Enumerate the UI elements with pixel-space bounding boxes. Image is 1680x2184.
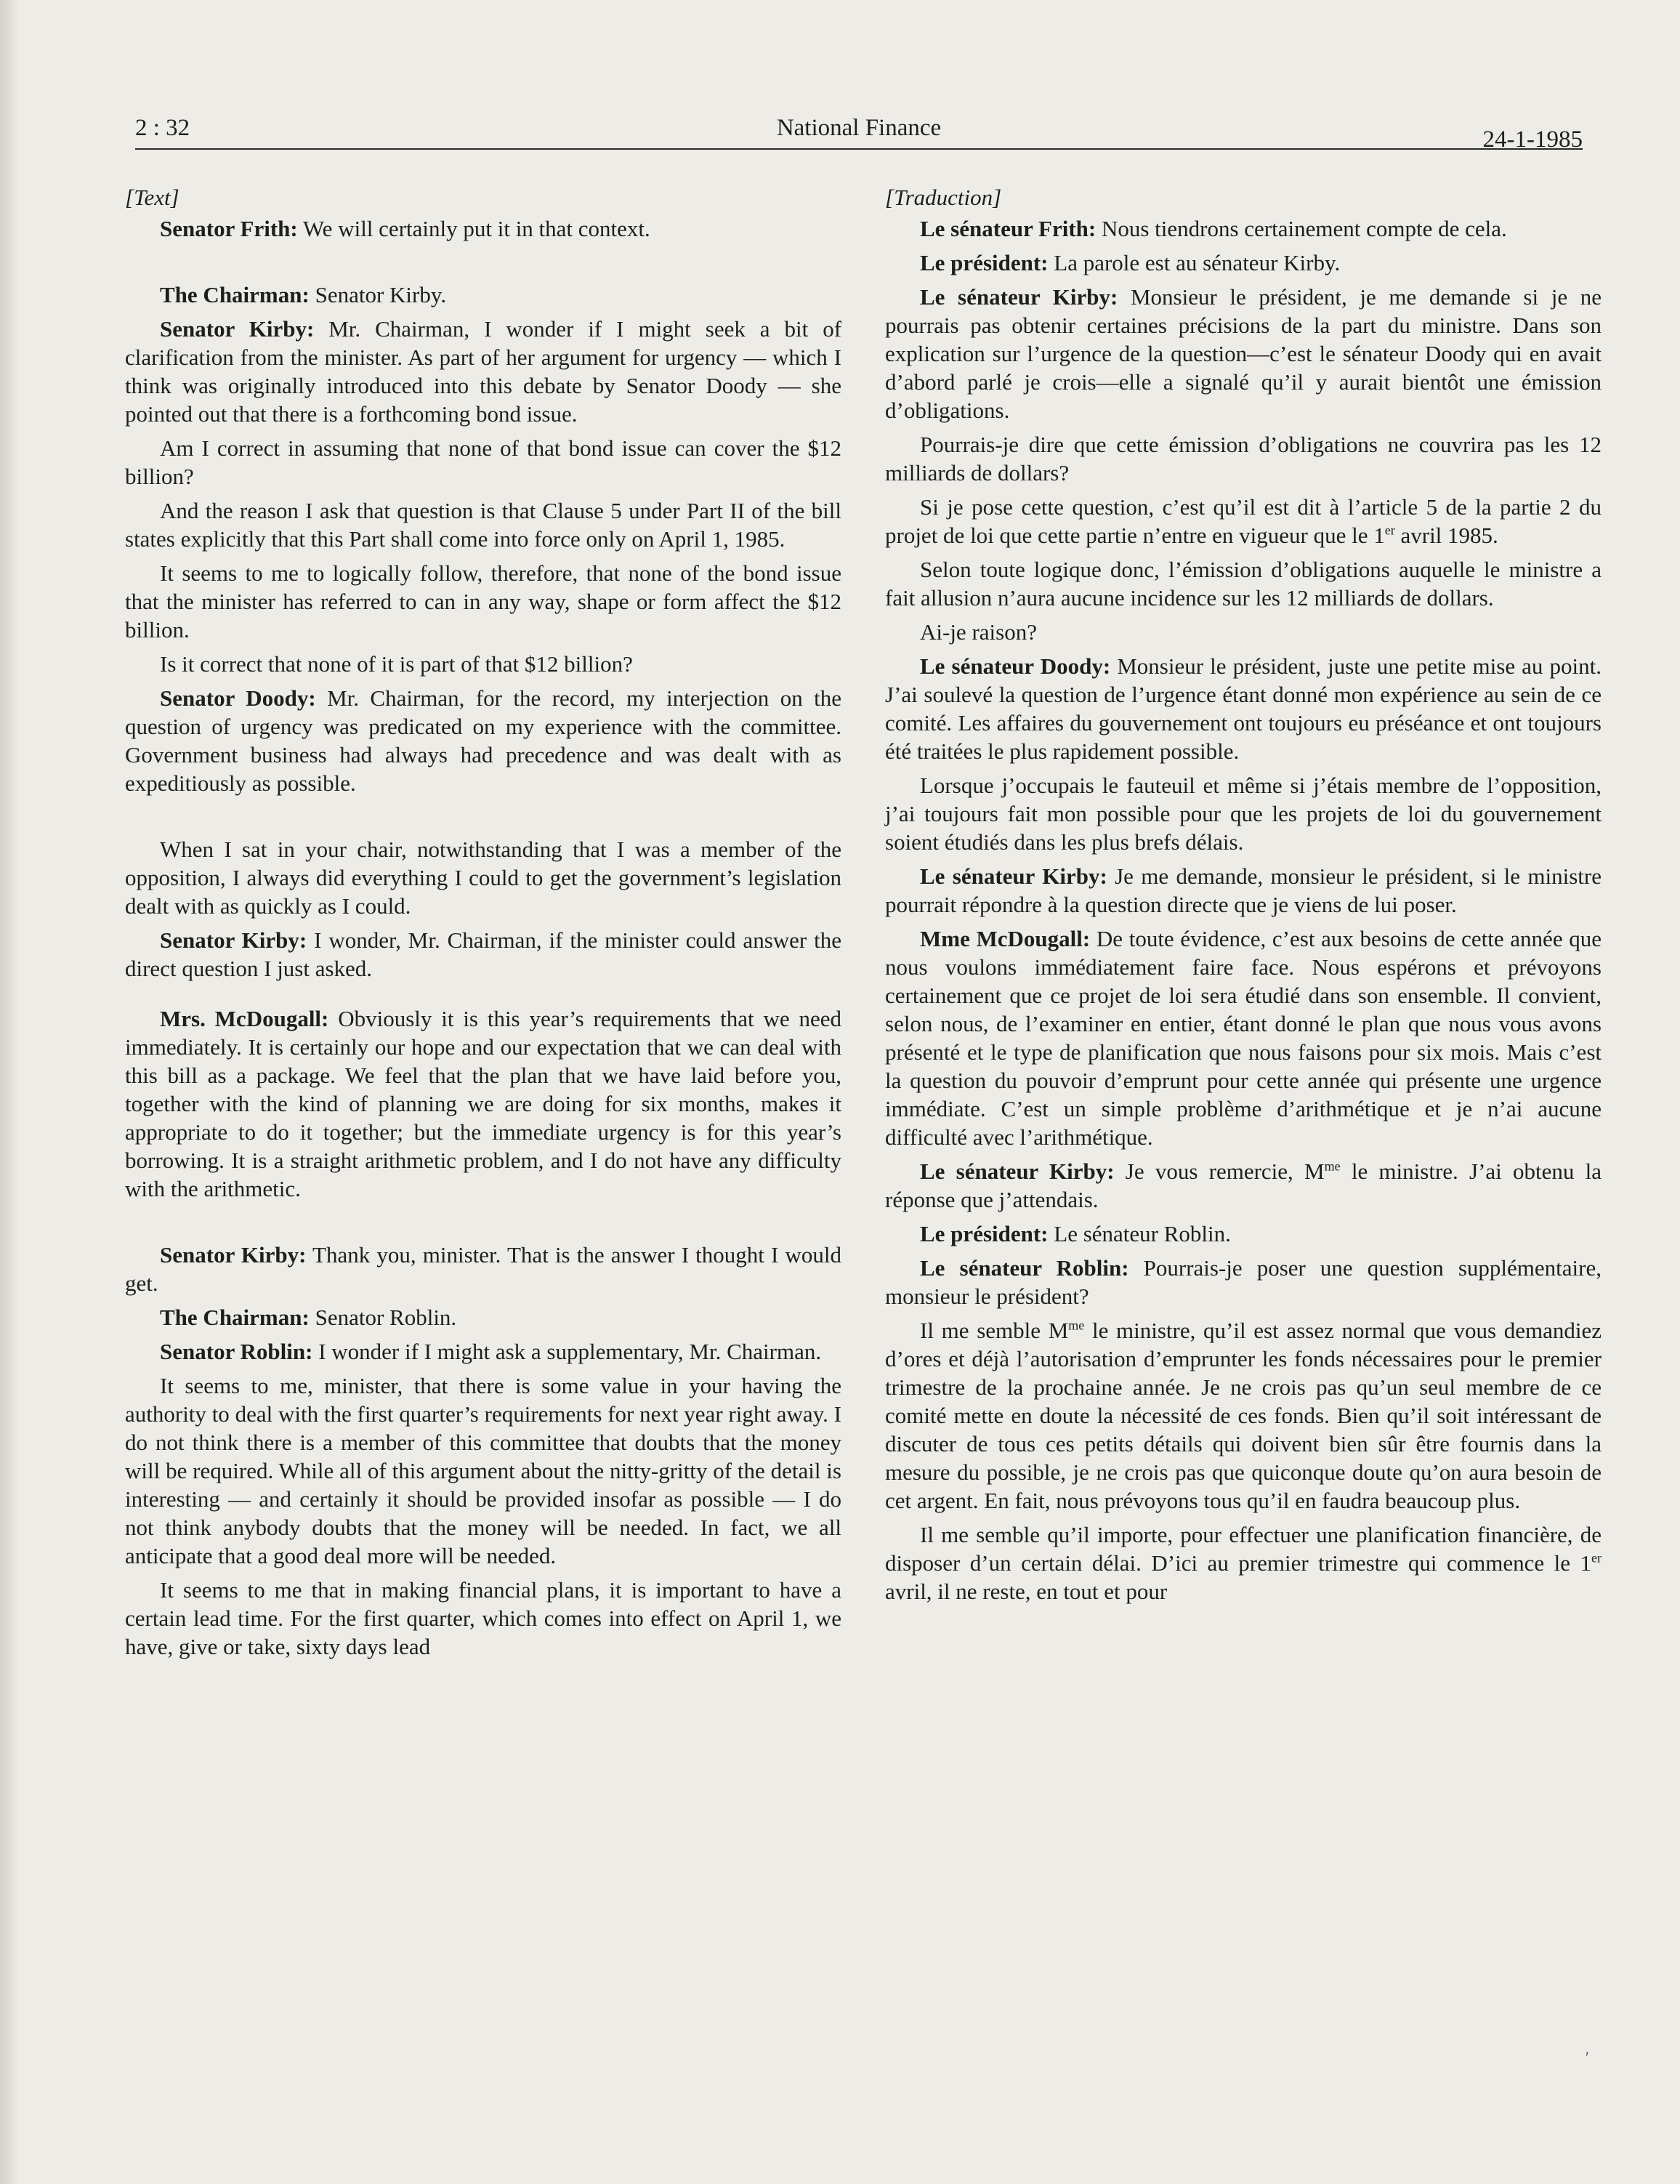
speaker-name: Senator Roblin: [160,1339,313,1364]
paragraph: Am I correct in assuming that none of that bond issue can cover the $12 billion? [125,435,841,489]
paragraph-text: Obviously it is this year’s requirements that we need immediately. It is certainly our hope and our expectation that we can deal with this bill as a package. We feel that the plan that we have laid before you, together with the kind of planning we are doing for six months, makes it appropriate to do it together; but the immediate urgency is for this year’s borrowing. It is a straight arithmetic problem, and I do not have any difficulty with the arithmetic. [125,1006,841,1201]
page-edge-shadow [0,0,19,2184]
paragraph [125,1337,841,1366]
paragraph-text: le ministre, qu’il est assez normal que vous demandiez d’ores et déjà l’autorisation d’emprunter les fonds nécessaires pour le premier trimestre de la prochaine année. Je ne crois pas qu’un seul membre de ce comité mette en doute la nécessité de ces fonds. Bien qu’il soit intéressant de discuter de tous ces petits détails qui doivent bien sûr être fournis dans la mesure du possible, je ne crois pas que quiconque doute qu’on aura besoin de cet argent. En fait, nous prévoyons tous qu’il en faudra beaucoup plus. [885,1318,1602,1513]
speaker-name: Le sénateur Kirby: [920,863,1107,889]
paragraph-text: Thank you, minister. That is the answer I thought I would get. [125,1242,842,1296]
paragraph: When I sat in your chair, notwithstanding that I was a member of the opposition, I always did everything I could to get the government’s legislation dealt with as quickly as I could. [125,837,841,919]
english-column [125,183,841,1667]
speaker-name: Senator Frith: [160,216,298,241]
speaker-name: Le président: [920,1221,1049,1246]
paragraph [885,1316,1602,1515]
paragraph: Selon toute logique donc, l’émission d’obligations auquelle le ministre a fait allusion n’aura aucune incidence sur les 12 milliards de dollars. [885,557,1602,611]
paragraph [885,1220,1602,1248]
paragraph: It seems to me that in making financial plans, it is important to have a certain lead time. For the first quarter, which comes into effect on April 1, we have, give or take, sixty days lead [125,1577,841,1659]
speaker-name: Senator Kirby: [160,1242,307,1268]
paragraph-text: avril 1985. [1394,523,1498,548]
paragraph-text: Le sénateur Roblin. [1048,1221,1231,1246]
paragraph-text: I wonder, Mr. Chairman, if the minister could answer the direct question I just asked. [125,927,842,981]
paragraph: It seems to me to logically follow, therefore, that none of the bond issue that the minister has referred to can in any way, shape or form affect the $12 billion. [125,560,841,642]
paragraph-text: I wonder if I might ask a supplementary, Mr. Chairman. [312,1339,822,1364]
paragraph [885,493,1602,549]
superscript: er [1591,1550,1602,1566]
speaker-name: Le sénateur Doody: [920,653,1111,679]
paragraph-text: Senator Kirby. [309,282,447,307]
paragraph [125,1004,841,1203]
speaker-name: Mme McDougall: [920,926,1091,951]
margin-mark: ′ [1586,2048,1589,2066]
superscript: me [1068,1318,1085,1333]
paragraph: Ai-je raison? [920,619,1037,645]
paragraph-text: We will certainly put it in that context. [297,216,650,241]
paragraph-text: le ministre. J’ai obtenu la réponse que j’attendais. [885,1159,1602,1212]
paragraph [885,283,1602,424]
paragraph-text: La parole est au sénateur Kirby. [1048,250,1341,275]
paragraph: Is it correct that none of it is part of that $12 billion? [160,651,633,677]
paragraph-text: Nous tiendrons certainement compte de cela. [1096,216,1507,241]
paragraph [885,1520,1602,1605]
paragraph [885,1254,1602,1310]
paragraph-text: Mr. Chairman, for the record, my interjection on the question of urgency was predicated on my experience with the committee. Government business had always had precedence and was dealt with as expeditiously as possible. [125,685,841,796]
paragraph [885,214,1602,243]
column-tag-text: Text [134,185,171,210]
column-tag: [Text] [125,185,179,210]
speaker-name: Mrs. McDougall: [160,1006,329,1031]
paragraph: It seems to me, minister, that there is some value in your having the authority to deal with the first quarter’s requirements for next year right away. I do not think there is a member of this committee that doubts that the money will be required. While all of this argument about the nitty-gritty of the detail is interesting — and certainly it should be provided insofar as possible — I do not think anybody doubts that the money will be needed. In fact, we all anticipate that a good deal more will be needed. [125,1373,841,1568]
paragraph [125,684,841,797]
header-title: National Finance [776,115,942,141]
paragraph-text: Senator Roblin. [309,1305,457,1330]
paragraph [125,926,841,983]
paragraph-text: Mr. Chairman, I wonder if I might seek a bit of clarification from the minister. As part of her argument for urgency — which I think was originally introduced into this debate by Senator Doody — she pointed out that there is a forthcoming bond issue. [125,316,842,427]
speaker-name: Senator Doody: [160,685,316,711]
speaker-name: Le sénateur Roblin: [920,1255,1129,1281]
speaker-name: Le sénateur Kirby: [920,1159,1115,1184]
paragraph-text: De toute évidence, c’est aux besoins de cette année que nous voulons immédiatement faire face. Nous espérons et prévoyons certainement que ce projet de loi sera étudié dans son ensemble. Il convient, selon nous, de l’examiner en entier, étant donné le plan que nous vous avons présenté et le type de planification que nous faisons pour six mois. Mais c’est la question du pouvoir d’emprunt pour cette année qui présente une urgence immédiate. C’est un simple problème d’arithmétique et je n’ai aucune difficulté avec l’arithmétique. [885,926,1602,1150]
paragraph [125,1241,841,1297]
paragraph-text: Il me semble M [920,1318,1069,1343]
paragraph [125,315,841,428]
speaker-name: Le président: [920,250,1049,275]
paragraph [125,214,841,243]
header-date: 24-1-1985 [1482,126,1583,153]
superscript: me [1324,1159,1341,1174]
paragraph: And the reason I ask that question is that Clause 5 under Part II of the bill states explicitly that this Part shall come into force only on April 1, 1985. [125,498,841,552]
superscript: er [1384,523,1395,538]
paragraph-text: Monsieur le président, juste une petite mise au point. J’ai soulevé la question de l’urgence étant donné mon expérience au sein de ce comité. Les affaires du gouvernement ont toujours eu préséance et ont toujours été traitées le plus rapidement possible. [885,653,1602,764]
paragraph [125,281,841,309]
page-number: 2 : 32 [135,115,190,141]
paragraph-text: Monsieur le président, je me demande si je ne pourrais pas obtenir certaines précisions de la part du ministre. Dans son explication sur l’urgence de la question—c’est le sénateur Doody qui en avait d’abord parlé je crois—elle a signalé qu’il y aurait bientôt une émission d’obligations. [885,284,1602,423]
paragraph-text: Il me semble qu’il importe, pour effectuer une planification financière, de disposer d’un certain délai. D’ici au premier trimestre qui commence le 1 [885,1522,1602,1576]
paragraph: Pourrais-je dire que cette émission d’obligations ne couvrira pas les 12 milliards de dollars? [885,432,1602,485]
speaker-name: The Chairman: [160,1305,310,1330]
paragraph [885,862,1602,919]
paragraph-text: avril, il ne reste, en tout et pour [885,1579,1168,1604]
french-column [885,183,1602,1611]
paragraph [885,652,1602,765]
paragraph [885,1157,1602,1214]
column-tag-text: Traduction [894,185,993,210]
column-tag: [Traduction] [885,185,1002,210]
paragraph-text: Pourrais-je poser une question supplémentaire, monsieur le président? [885,1255,1602,1309]
speaker-name: The Chairman: [160,282,310,307]
paragraph [885,249,1602,277]
paragraph-text: Je vous remercie, M [1114,1159,1325,1184]
header-rule [135,148,1583,150]
paragraph-text: Si je pose cette question, c’est qu’il est dit à l’article 5 de la partie 2 du projet de loi que cette partie n’entre en vigueur que le 1 [885,494,1602,548]
paragraph-text: Je me demande, monsieur le président, si le ministre pourrait répondre à la question directe que je viens de lui poser. [885,863,1602,917]
page-header [135,110,1583,151]
paragraph [885,924,1602,1151]
paragraph [125,1303,841,1331]
paragraph: Lorsque j’occupais le fauteuil et même si j’étais membre de l’opposition, j’ai toujours fait mon possible pour que les projets de loi du gouvernement soient étudiés dans les plus brefs délais. [885,773,1602,855]
speaker-name: Senator Kirby: [160,316,315,342]
speaker-name: Senator Kirby: [160,927,307,953]
speaker-name: Le sénateur Frith: [920,216,1097,241]
speaker-name: Le sénateur Kirby: [920,284,1118,310]
